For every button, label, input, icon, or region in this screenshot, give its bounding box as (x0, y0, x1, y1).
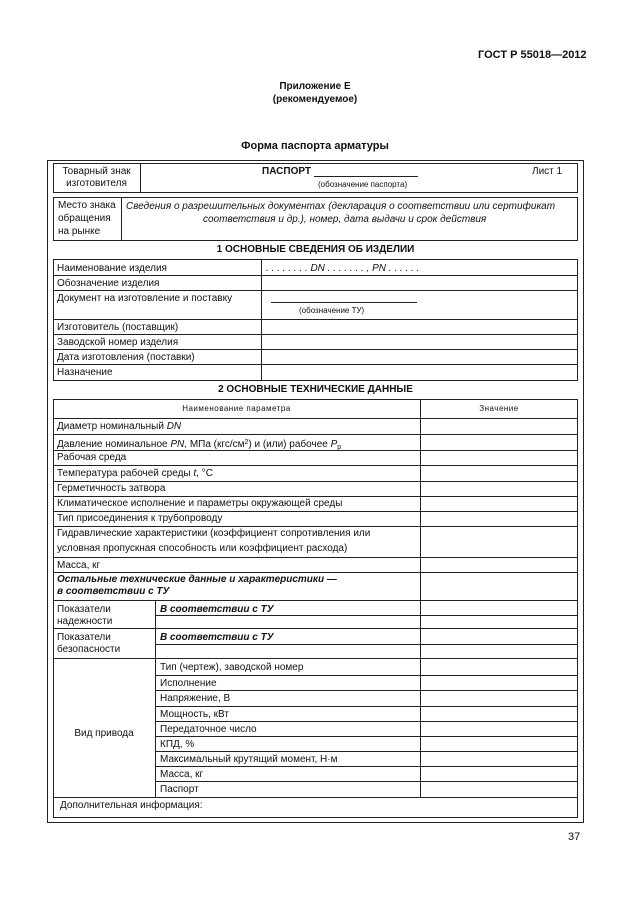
row-working-medium: Рабочая среда (57, 452, 127, 463)
passport-caption: (обозначение паспорта) (318, 180, 408, 189)
row-hydraulic-characteristics: Гидравлические характеристики (коэффициент сопротивления или (57, 528, 371, 539)
appendix-title: Приложение Е (279, 81, 351, 92)
page-number: 37 (568, 831, 581, 843)
row-safety: Показатели (57, 632, 111, 643)
permits-text: Сведения о разрешительных документах (декларация о соответствии или сертификат (126, 201, 556, 212)
section2-title: 2 ОСНОВНЫЕ ТЕХНИЧЕСКИЕ ДАННЫЕ (218, 384, 413, 395)
row-product-name: Наименование изделия (57, 263, 167, 274)
row-reliability: Показатели (57, 604, 111, 615)
row-other-data: Остальные технические данные и характеристики — (57, 574, 337, 585)
row-purpose: Назначение (57, 367, 113, 378)
appendix-subtitle: (рекомендуемое) (272, 94, 358, 105)
tu-number-line (271, 302, 417, 303)
safety-value: В соответствии с ТУ (160, 632, 274, 643)
additional-info: Дополнительная информация: (60, 800, 203, 811)
row-nominal-diameter: Диаметр номинальный DN (57, 421, 182, 432)
sheet-number: Лист 1 (532, 166, 563, 177)
row-product-designation: Обозначение изделия (57, 278, 160, 289)
drive-row-passport: Паспорт (160, 784, 199, 795)
row-nominal-pressure: Давление номинальное PN, МПа $(кгс/см^2)$ и (или) рабочее $P_р$ (57, 439, 342, 451)
drive-row-mass: Масса, кг (160, 769, 204, 780)
row-medium-temperature: Температура рабочей среды t, °С (57, 468, 213, 479)
form-title: Форма паспорта арматуры (241, 140, 389, 152)
product-name-value: . . . . . . . . DN . . . . . . . , PN . . . . . . (266, 263, 420, 274)
drive-row-gear-ratio: Передаточное число (160, 724, 257, 735)
row-seat-tightness: Герметичность затвора (57, 483, 166, 494)
row-mass: Масса, кг (57, 560, 101, 571)
drive-row-version: Исполнение (160, 678, 217, 689)
tu-caption: (обозначение ТУ) (299, 306, 365, 315)
row-connection-type: Тип присоединения к трубопроводу (57, 513, 223, 524)
reliability-value: В соответствии с ТУ (160, 604, 274, 615)
row-manufacturing-document: Документ на изготовление и поставку (57, 293, 233, 304)
drive-row-power: Мощность, кВт (160, 709, 229, 720)
row-manufacture-date: Дата изготовления (поставки) (57, 352, 195, 363)
row-climatic-version: Климатическое исполнение и параметры окружающей среды (57, 498, 343, 509)
column-parameter: Наименование параметра (182, 404, 291, 413)
drive-row-efficiency: КПД, % (160, 739, 195, 750)
row-serial-number: Заводской номер изделия (57, 337, 179, 348)
column-value: Значение (479, 404, 519, 413)
passport-number-line (314, 176, 418, 177)
market-mark-label: Место знака (58, 200, 116, 211)
trademark-label: Товарный знак (62, 166, 131, 177)
document-code: ГОСТ Р 55018—2012 (478, 49, 587, 61)
drive-type-label: Вид привода (74, 728, 134, 739)
drive-row-max-torque: Максимальный крутящий момент, Н·м (160, 754, 338, 765)
passport-label: ПАСПОРТ (262, 166, 311, 177)
drive-row-type: Тип (чертеж), заводской номер (160, 662, 304, 673)
row-manufacturer: Изготовитель (поставщик) (57, 322, 179, 333)
drive-row-voltage: Напряжение, В (160, 693, 231, 704)
section1-title: 1 ОСНОВНЫЕ СВЕДЕНИЯ ОБ ИЗДЕЛИИ (216, 244, 415, 255)
